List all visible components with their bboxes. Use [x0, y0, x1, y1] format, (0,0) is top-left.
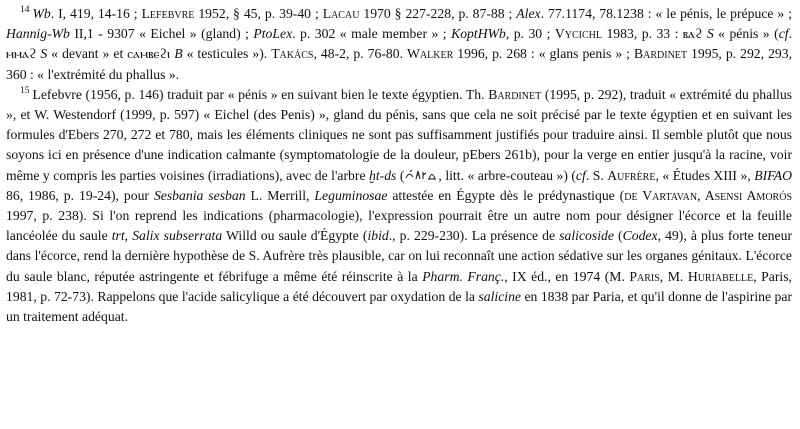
text-run: , — [124, 228, 133, 244]
text-run: en 1838 par Paria, et qu'il donne de l'aspirine par un traitement adéquat. — [6, 288, 792, 325]
footnote-14 — [6, 4, 792, 85]
italic-text: Pharm. Franç. — [422, 268, 505, 284]
text-run: 1983, p. 33 : ⲃⲁϩ — [602, 26, 707, 42]
text-run: . I, 419, 14-16 ; — [50, 6, 142, 21]
italic-text: Salix subserrata — [132, 228, 223, 244]
text-run: , litt. « arbre-couteau ») ( — [438, 167, 576, 183]
text-run: , Paris, 1981, p. 72-73). Rappelons que l'acide salicylique a été découvert par oxydation de la — [6, 268, 792, 304]
author-name: Lefebvre — [141, 6, 195, 21]
text-run: « testicules »). — [182, 46, 272, 62]
text-run: « pénis » ( — [713, 26, 779, 42]
text-run: 86, 1986, p. 19-24), pour — [6, 187, 154, 203]
italic-text: ibid — [367, 228, 389, 244]
text-run: Willd ou saule d'Égypte ( — [222, 228, 368, 244]
footnote-number: 15 — [20, 86, 30, 97]
footnote-15 — [6, 85, 792, 327]
italic-text: Leguminosae — [314, 187, 388, 203]
author-name: Lacau — [322, 6, 360, 21]
footnote-body — [6, 6, 792, 82]
text-run: (1995, p. 292), traduit « extrémité du phallus », et W. Westendorf (1999, p. 597) « Eichel (des Penis) », gland du pénis, sans que cela ne soit précisé par le texte égyptien et en suivant les formules d'Ebers 270, 272 et 780, mais les éléments cliniques ne sont pas suffisamment justifiés pour traduire ainsi. Il semble plutôt que nous soyons ici en présence d'une indication calmante (symptomatologie de la douleur, pEbers 261b), pour la verge en entier jusqu'à la racine, voir même y compris les parties voisines (irradiations), avec de l'arbre — [6, 86, 792, 183]
text-run: , M. — [659, 268, 688, 284]
italic-text: BIFAO — [754, 167, 792, 183]
text-run: , IX éd., en 1974 (M. — [504, 268, 630, 284]
text-run: II,1 - 9307 « Eichel » (gland) ; — [69, 26, 254, 42]
text-run: attestée en Égypte dès le prédynastique ( — [387, 187, 625, 203]
italic-text: B — [174, 46, 183, 62]
italic-text: KoptHWb — [451, 26, 506, 42]
italic-text: trt — [111, 228, 125, 244]
author-name: Huriabelle — [687, 268, 754, 284]
italic-text: Alex — [516, 6, 541, 21]
italic-text: S — [40, 46, 48, 62]
author-name: Paris — [629, 268, 660, 284]
text-run: , « Études XIII », — [655, 167, 755, 183]
italic-text: Hannig-Wb — [6, 26, 70, 42]
italic-text: salicine — [478, 288, 521, 304]
author-name: Vycichl — [554, 26, 602, 42]
hieroglyph-icon — [404, 169, 438, 181]
author-name: Walker — [407, 46, 454, 62]
text-run: . p. 302 « male member » ; — [292, 26, 452, 42]
text-run: , p. 30 ; — [505, 26, 555, 42]
text-run: « devant » et ⲥⲁⲙⲃⲉϩⲓ — [47, 46, 175, 62]
text-run: . S. — [585, 167, 608, 183]
text-run: 1996, p. 268 : « glans penis » ; — [453, 46, 635, 62]
italic-text: ḫt-ds — [369, 167, 397, 183]
author-name: Aufrère — [607, 167, 656, 183]
italic-text: PtoLex — [253, 26, 293, 42]
text-run: Lefebvre (1956, p. 146) traduit par « pénis » en suivant bien le texte égyptien. Th. — [32, 86, 489, 102]
text-run: 1952, § 45, p. 39-40 ; — [194, 6, 323, 21]
text-run: , 48-2, p. 76-80. — [313, 46, 408, 62]
italic-text: cf — [575, 167, 586, 183]
text-run: L. Merrill, — [245, 187, 315, 203]
text-run: , 49), à plus forte teneur dans l'écorce, rend la dernière hypothèse de S. Aufrère très plausible, car on lui reconnaît une action sédative sur les organes génitaux. L'écorce du saule blanc, réputée astringente et fébrifuge a même été réinscrite à la — [6, 228, 792, 284]
author-name: Takács — [271, 46, 314, 62]
author-name: de Vartavan, Asensi Amorós — [624, 187, 793, 203]
italic-text: salicoside — [559, 228, 614, 244]
text-run: 1970 § 227-228, p. 87-88 ; — [359, 6, 517, 21]
text-run: 1997, p. 238). Si l'on reprend les indications (pharmacologie), l'expression pourrait être un autre nom pour désigner l'écorce et la feuille lancéolée du saule — [6, 208, 792, 244]
author-name: Bardinet — [634, 46, 688, 62]
italic-text: S — [706, 26, 714, 42]
footnote-number: 14 — [20, 5, 30, 16]
text-run: 1995, p. 292, 293, 360 : « l'extrémité du phallus ». — [6, 46, 793, 82]
text-run: . ⲙⲙⲁϩ — [6, 26, 792, 62]
italic-text: cf — [778, 26, 789, 42]
italic-text: Sesbania sesban — [153, 187, 246, 203]
footnote-body — [6, 87, 792, 324]
author-name: Bardinet — [488, 86, 542, 102]
text-run: ( — [613, 228, 623, 244]
text-run: ., p. 229-230). La présence de — [388, 228, 560, 244]
text-run: . 77.1174, 78.1238 : « le pénis, le prépuce » ; — [540, 6, 793, 21]
text-run: ( — [396, 167, 405, 183]
italic-text: Wb — [32, 6, 51, 21]
italic-text: Codex — [622, 228, 658, 244]
